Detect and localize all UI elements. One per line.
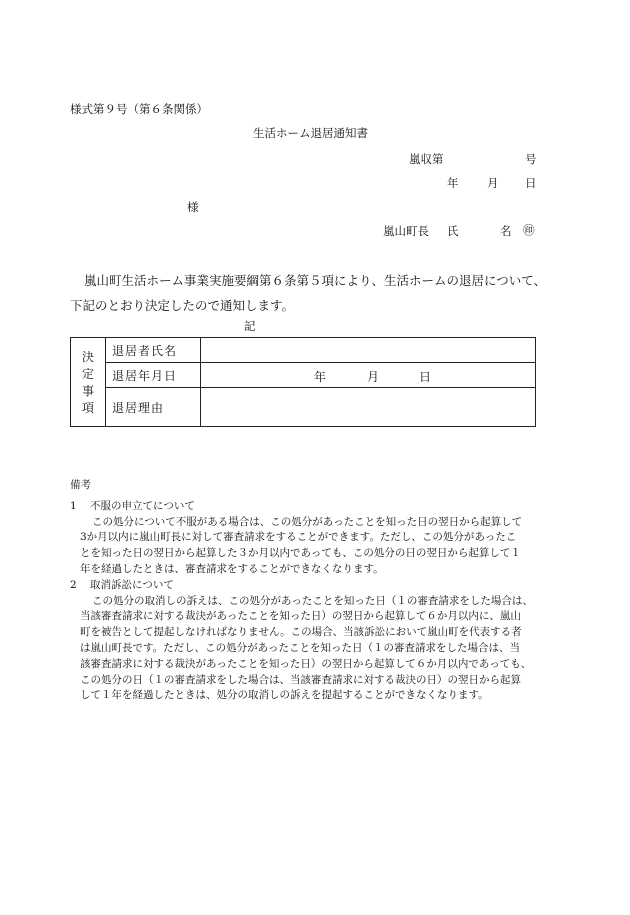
side-char: 決: [81, 350, 94, 364]
side-char: 定: [81, 367, 94, 381]
seal-mark: ㊞: [523, 223, 535, 237]
remark-2-line: 該審査請求に対する裁決があったことを知った日）の翌日から起算して６か月以内であっても、: [80, 657, 532, 670]
remark-1-number: 1: [70, 499, 77, 512]
sender-name-label-2: 名: [500, 224, 512, 238]
side-char: 事: [81, 384, 94, 398]
move-out-reason-label: 退居理由: [106, 388, 201, 427]
remark-2-number: 2: [70, 578, 77, 591]
date-day: 日: [525, 176, 537, 190]
remark-2-line: は嵐山町長です。ただし、この処分があったことを知った日（１の審査請求をした場合は、当: [80, 641, 521, 654]
remarks-heading: 備考: [70, 479, 91, 491]
remark-1-title-line: [70, 499, 570, 515]
remark-2-line: この処分の日（１の審査請求をした場合は、当該審査請求に対する裁決の日）の翌日から起算: [80, 673, 521, 686]
resident-name-label: 退居者氏名: [106, 338, 201, 363]
doc-number-prefix: 嵐収第: [409, 152, 444, 166]
remark-1-title: 不服の申立てについて: [90, 499, 195, 512]
remark-1-line: 3か月以内に嵐山町長に対して審査請求をすることができます。ただし、この処分があったこ: [80, 531, 517, 544]
move-out-reason-field[interactable]: [201, 388, 536, 427]
remark-2-title-line: [70, 578, 570, 594]
remark-2-line: 町を被告として提起しなければなりません。この場合、当該訴訟において嵐山町を代表する者: [80, 626, 522, 639]
remark-2-line: 当該審査請求に対する裁決があったことを知った日）の翌日から起算して６か月以内に、嵐山: [80, 610, 521, 623]
remark-2-line: この処分の取消しの訴えは、この処分があったことを知った日（１の審査請求をした場合は、: [92, 594, 533, 607]
sender-office: 嵐山町長: [383, 224, 429, 238]
remarks-section: [70, 478, 570, 704]
move-out-month: 月: [367, 370, 380, 384]
remark-1-line: 年を経過したときは、審査請求をすることができなくなります。: [80, 562, 384, 575]
sender-name-label-1: 氏: [447, 224, 459, 238]
move-out-year: 年: [314, 370, 327, 384]
remark-2-title: 取消訴訟について: [90, 578, 174, 591]
document-title: 生活ホーム退居通知書: [253, 126, 368, 140]
date-year: 年: [447, 176, 459, 190]
notice-body-line-2: 下記のとおり決定したので通知します。: [70, 298, 295, 313]
remark-1-line: とを知った日の翌日から起算した３か月以内であっても、この処分の日の翌日から起算して１: [80, 547, 521, 560]
move-out-date-label: 退居年月日: [106, 363, 201, 388]
remark-1-line: この処分について不服がある場合は、この処分があったことを知った日の翌日から起算して: [92, 515, 523, 528]
notice-body-line-1: 嵐山町生活ホーム事業実施要綱第６条第５項により、生活ホームの退居について、: [84, 273, 547, 288]
remark-2-line: して１年を経過したときは、処分の取消しの訴えを提起することができなくなります。: [80, 689, 489, 702]
move-out-date-field[interactable]: [201, 363, 536, 388]
move-out-day: 日: [419, 370, 432, 384]
form-number: 様式第９号（第６条関係）: [70, 102, 208, 116]
notice-body: [70, 268, 570, 318]
addressee-suffix: 様: [187, 200, 199, 214]
side-char: 項: [81, 401, 94, 415]
doc-number-suffix: 号: [525, 152, 537, 166]
decision-table: [70, 337, 536, 427]
resident-name-field[interactable]: [201, 338, 536, 363]
decision-items-label: [71, 338, 106, 427]
ki-heading: 記: [244, 319, 256, 333]
date-month: 月: [487, 176, 499, 190]
